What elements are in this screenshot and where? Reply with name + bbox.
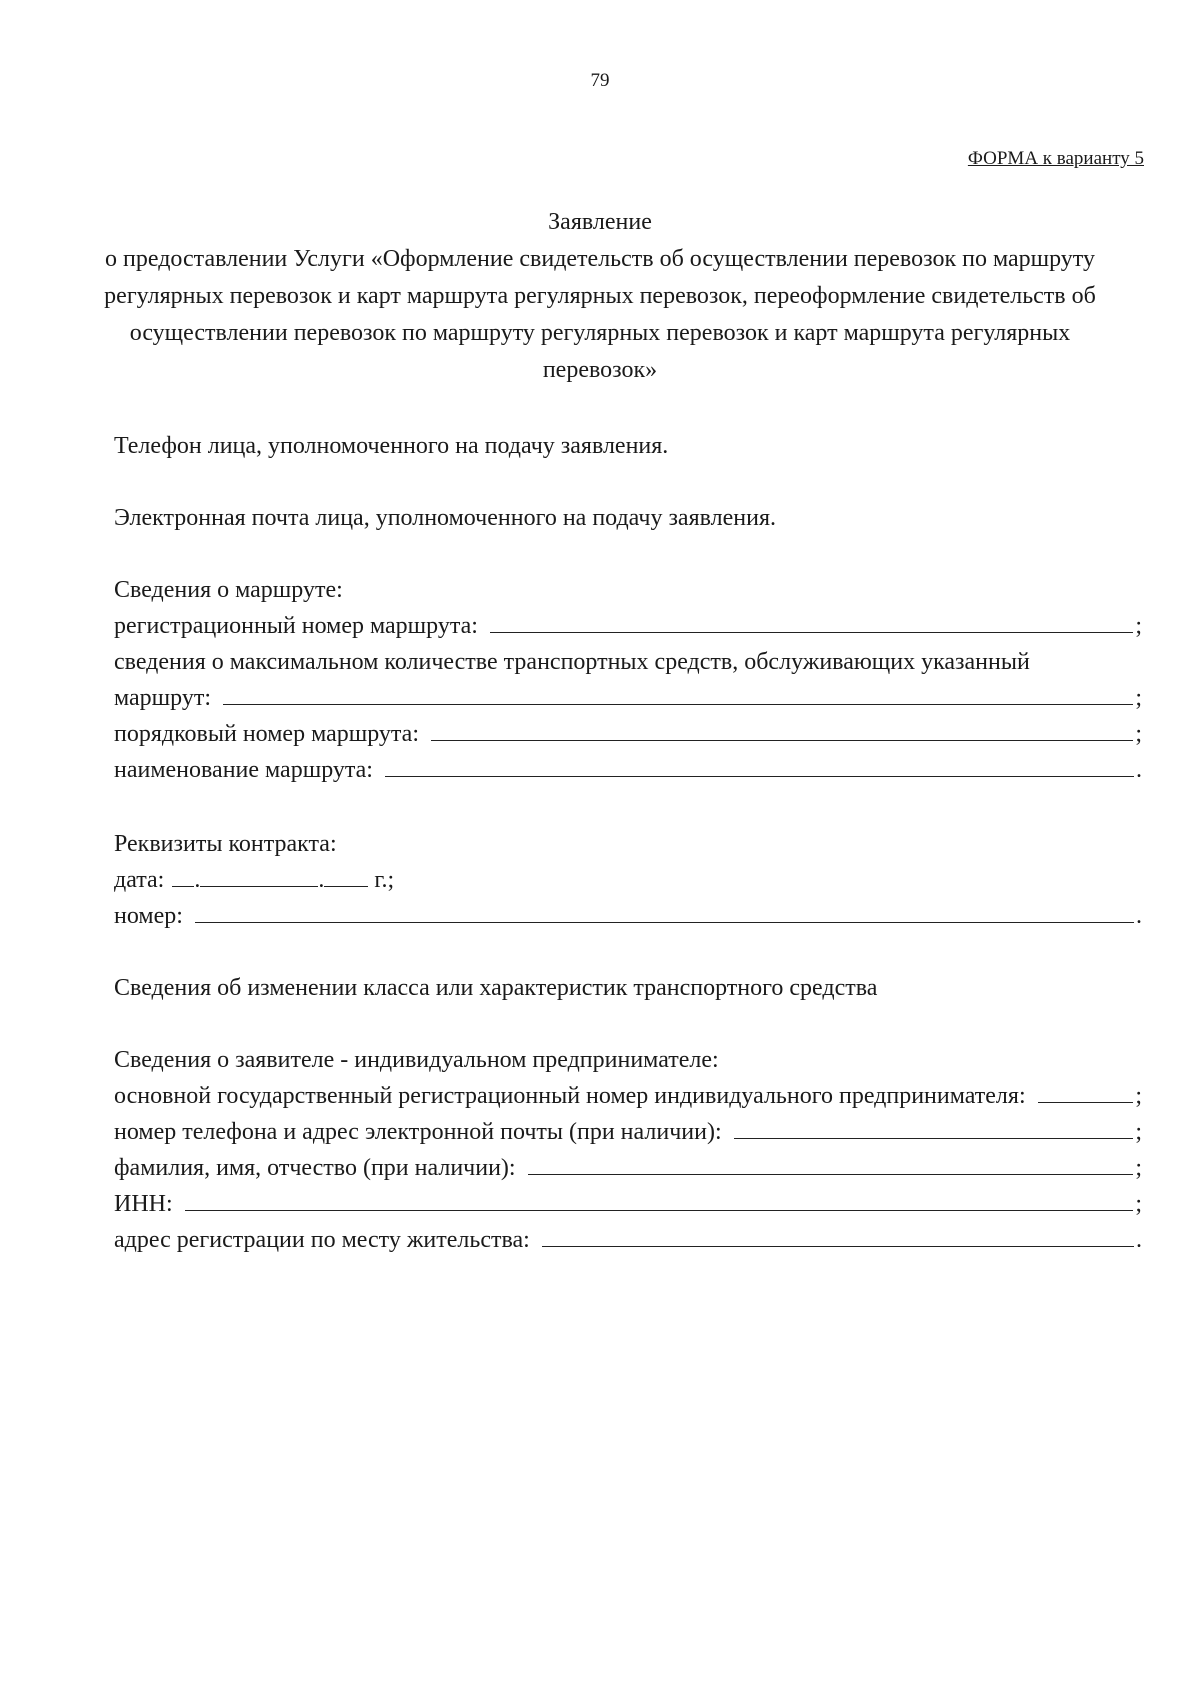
title-line-4: перевозок» bbox=[542, 357, 658, 383]
vehicle-changes-label: Сведения об изменении класса или характеристик транспортного средства bbox=[114, 975, 878, 1001]
contract-month-field[interactable] bbox=[200, 885, 318, 887]
email-label: Электронная почта лица, уполномоченного на подачу заявления. bbox=[114, 505, 776, 531]
applicant-fio-row: фамилия, имя, отчество (при наличии): ; bbox=[114, 1155, 1142, 1181]
applicant-fio-field[interactable] bbox=[528, 1173, 1134, 1175]
applicant-address-field[interactable] bbox=[542, 1245, 1134, 1247]
route-name-label: наименование маршрута: bbox=[114, 757, 373, 783]
page-number: 79 bbox=[590, 70, 610, 91]
applicant-inn-field[interactable] bbox=[185, 1209, 1134, 1211]
applicant-contacts-row: номер телефона и адрес электронной почты (при наличии): ; bbox=[114, 1119, 1142, 1145]
document-title bbox=[80, 204, 1120, 389]
applicant-inn-label: ИНН: bbox=[114, 1191, 173, 1217]
phone-section bbox=[114, 424, 1142, 460]
route-reg-number-field[interactable] bbox=[490, 631, 1133, 633]
route-serial-number-label: порядковый номер маршрута: bbox=[114, 721, 420, 747]
applicant-ogrnip-row: основной государственный регистрационный номер индивидуального предпринимателя: ; bbox=[114, 1083, 1142, 1109]
title-line-3: осуществлении перевозок по маршруту регулярных перевозок и карт маршрута регулярных bbox=[129, 320, 1071, 346]
email-section bbox=[114, 496, 1142, 532]
contract-number-label: номер: bbox=[114, 903, 183, 929]
applicant-fio-label: фамилия, имя, отчество (при наличии): bbox=[114, 1155, 516, 1181]
title-line-2: регулярных перевозок и карт маршрута регулярных перевозок, переоформление свидетельств об bbox=[104, 283, 1096, 309]
route-max-vehicles-field[interactable] bbox=[223, 703, 1133, 705]
phone-label: Телефон лица, уполномоченного на подачу заявления. bbox=[114, 433, 669, 459]
vehicle-changes-section bbox=[114, 966, 1142, 1002]
applicant-heading: Сведения о заявителе - индивидуальном предпринимателе: bbox=[114, 1047, 719, 1073]
route-reg-number-row: регистрационный номер маршрута: ; bbox=[114, 613, 1142, 639]
route-max-vehicles-label-cont: маршрут: bbox=[114, 685, 211, 711]
route-reg-number-label: регистрационный номер маршрута: bbox=[114, 613, 478, 639]
contract-number-row: номер: . bbox=[114, 903, 1142, 929]
route-max-vehicles-row: маршрут: ; bbox=[114, 685, 1142, 711]
route-serial-number-row: порядковый номер маршрута: ; bbox=[114, 721, 1142, 747]
applicant-address-label: адрес регистрации по месту жительства: bbox=[114, 1227, 530, 1253]
applicant-section bbox=[114, 1038, 1142, 1254]
applicant-address-row: адрес регистрации по месту жительства: . bbox=[114, 1227, 1142, 1253]
contract-date-label: дата: bbox=[114, 867, 165, 893]
applicant-inn-row: ИНН: ; bbox=[114, 1191, 1142, 1217]
route-heading: Сведения о маршруте: bbox=[114, 577, 343, 603]
route-max-vehicles-label: сведения о максимальном количестве транспортных средств, обслуживающих указанный bbox=[114, 649, 1030, 675]
applicant-contacts-label: номер телефона и адрес электронной почты (при наличии): bbox=[114, 1119, 722, 1145]
contract-day-field[interactable] bbox=[172, 885, 194, 887]
applicant-ogrnip-label: основной государственный регистрационный номер индивидуального предпринимателя: bbox=[114, 1083, 1026, 1109]
contract-year-suffix: г.; bbox=[374, 867, 395, 893]
title-line-1: о предоставлении Услуги «Оформление свидетельств об осуществлении перевозок по маршруту bbox=[105, 246, 1095, 272]
route-serial-number-field[interactable] bbox=[431, 739, 1133, 741]
applicant-ogrnip-field[interactable] bbox=[1038, 1101, 1134, 1103]
contract-heading: Реквизиты контракта: bbox=[114, 831, 337, 857]
contract-year-field[interactable] bbox=[324, 885, 368, 887]
title-heading: Заявление bbox=[548, 209, 652, 235]
applicant-contacts-field[interactable] bbox=[734, 1137, 1134, 1139]
contract-section bbox=[114, 822, 1142, 930]
route-name-field[interactable] bbox=[385, 775, 1134, 777]
form-variant-label: ФОРМА к варианту 5 bbox=[967, 148, 1144, 169]
contract-date-row: дата: . . г.; bbox=[114, 867, 395, 893]
route-name-row: наименование маршрута: . bbox=[114, 757, 1142, 783]
route-section bbox=[114, 568, 1142, 784]
contract-number-field[interactable] bbox=[195, 921, 1134, 923]
